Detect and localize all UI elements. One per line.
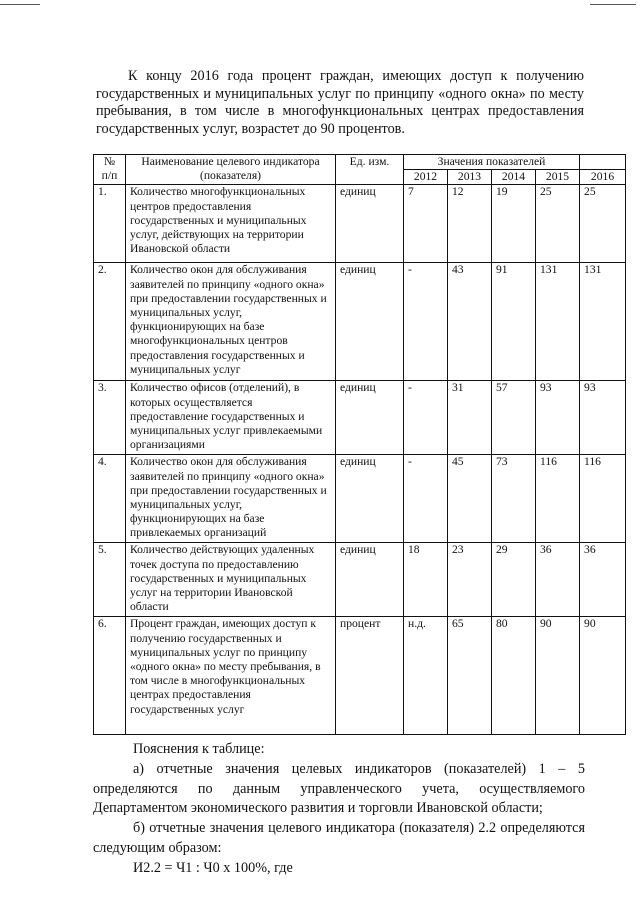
row-value: 19	[492, 185, 536, 263]
row-value: 25	[536, 185, 580, 263]
row-num: 4.	[94, 455, 126, 543]
header-year: 2015	[536, 170, 580, 185]
row-num: 6.	[94, 617, 126, 735]
row-value: 18	[404, 543, 448, 617]
table-row	[94, 185, 626, 263]
row-name: Процент граждан, имеющих доступ к получению государственных и муниципальных услуг по принципу «одного окна» по месту пребывания, в том числе в многофункциональных центрах предоставления государственных услуг	[126, 617, 336, 735]
row-value: 57	[492, 381, 536, 455]
row-value: 36	[580, 543, 626, 617]
row-value: 73	[492, 455, 536, 543]
table-row	[94, 617, 626, 735]
row-unit: единиц	[336, 543, 404, 617]
row-unit: процент	[336, 617, 404, 735]
header-num: № п/п	[94, 155, 126, 185]
table-notes	[93, 740, 585, 879]
header-year: 2014	[492, 170, 536, 185]
note-a: а) отчетные значения целевых индикаторов (показателей) 1 – 5 определяются по данным управленческого учета, осуществляемого Департаментом экономического развития и торговли Ивановской области;	[93, 760, 585, 817]
row-value: 116	[580, 455, 626, 543]
row-value: 90	[536, 617, 580, 735]
row-num: 3.	[94, 381, 126, 455]
row-value: 131	[536, 263, 580, 381]
row-unit: единиц	[336, 381, 404, 455]
table-row	[94, 455, 626, 543]
row-value: 12	[448, 185, 492, 263]
header-name: Наименование целевого индикатора (показателя)	[126, 155, 336, 185]
table-row	[94, 543, 626, 617]
header-year: 2012	[404, 170, 448, 185]
notes-heading: Пояснения к таблице:	[133, 741, 265, 757]
row-value: 131	[580, 263, 626, 381]
row-value: 31	[448, 381, 492, 455]
row-num: 1.	[94, 185, 126, 263]
table-row	[94, 263, 626, 381]
row-value: 23	[448, 543, 492, 617]
row-unit: единиц	[336, 455, 404, 543]
row-name: Количество окон для обслуживания заявителей по принципу «одного окна» при предоставлении государственных и муниципальных услуг, функционирующих на базе привлекаемых организаций	[126, 455, 336, 543]
row-unit: единиц	[336, 263, 404, 381]
row-value: 45	[448, 455, 492, 543]
row-value: 116	[536, 455, 580, 543]
row-value: -	[404, 381, 448, 455]
row-name: Количество действующих удаленных точек доступа по предоставлению государственных и муниципальных услуг на территории Ивановской области	[126, 543, 336, 617]
note-b: б) отчетные значения целевого индикатора (показателя) 2.2 определяются следующим образом:	[93, 820, 585, 856]
row-value: 29	[492, 543, 536, 617]
row-value: 93	[536, 381, 580, 455]
row-value: 65	[448, 617, 492, 735]
row-value: 36	[536, 543, 580, 617]
row-num: 2.	[94, 263, 126, 381]
top-left-rule	[0, 4, 40, 5]
row-name: Количество многофункциональных центров предоставления государственных и муниципальных услуг, действующих на территории Ивановской области	[126, 185, 336, 263]
row-value: 43	[448, 263, 492, 381]
header-unit: Ед. изм.	[336, 155, 404, 185]
row-num: 5.	[94, 543, 126, 617]
row-unit: единиц	[336, 185, 404, 263]
row-value: 25	[580, 185, 626, 263]
row-value: 90	[580, 617, 626, 735]
header-values-group: Значения показателей	[404, 155, 580, 170]
row-name: Количество окон для обслуживания заявителей по принципу «одного окна» при предоставлении государственных и муниципальных услуг, функционирующих на базе многофункциональных центров предоставления государственных и муниципальных услуг	[126, 263, 336, 381]
intro-paragraph	[96, 68, 584, 138]
top-right-rule	[590, 4, 636, 5]
row-value: 93	[580, 381, 626, 455]
row-value: -	[404, 263, 448, 381]
row-value: 7	[404, 185, 448, 263]
intro-text: К концу 2016 года процент граждан, имеющих доступ к получению государственных и муниципальных услуг по принципу «одного окна» по месту пребывания, в том числе в многофункциональных центрах предоставления государственных услуг, возрастет до 90 процентов.	[96, 68, 584, 137]
row-name: Количество офисов (отделений), в которых осуществляется предоставление государственных и муниципальных услуг привлекаемыми организациями	[126, 381, 336, 455]
row-value: -	[404, 455, 448, 543]
header-year: 2013	[448, 170, 492, 185]
formula: И2.2 = Ч1 : Ч0 х 100%, где	[133, 859, 293, 876]
row-value: 80	[492, 617, 536, 735]
row-value: н.д.	[404, 617, 448, 735]
header-empty	[580, 155, 626, 170]
table-header-row	[94, 155, 626, 170]
table-row	[94, 381, 626, 455]
row-value: 91	[492, 263, 536, 381]
indicators-table	[93, 154, 626, 735]
header-year: 2016	[580, 170, 626, 185]
